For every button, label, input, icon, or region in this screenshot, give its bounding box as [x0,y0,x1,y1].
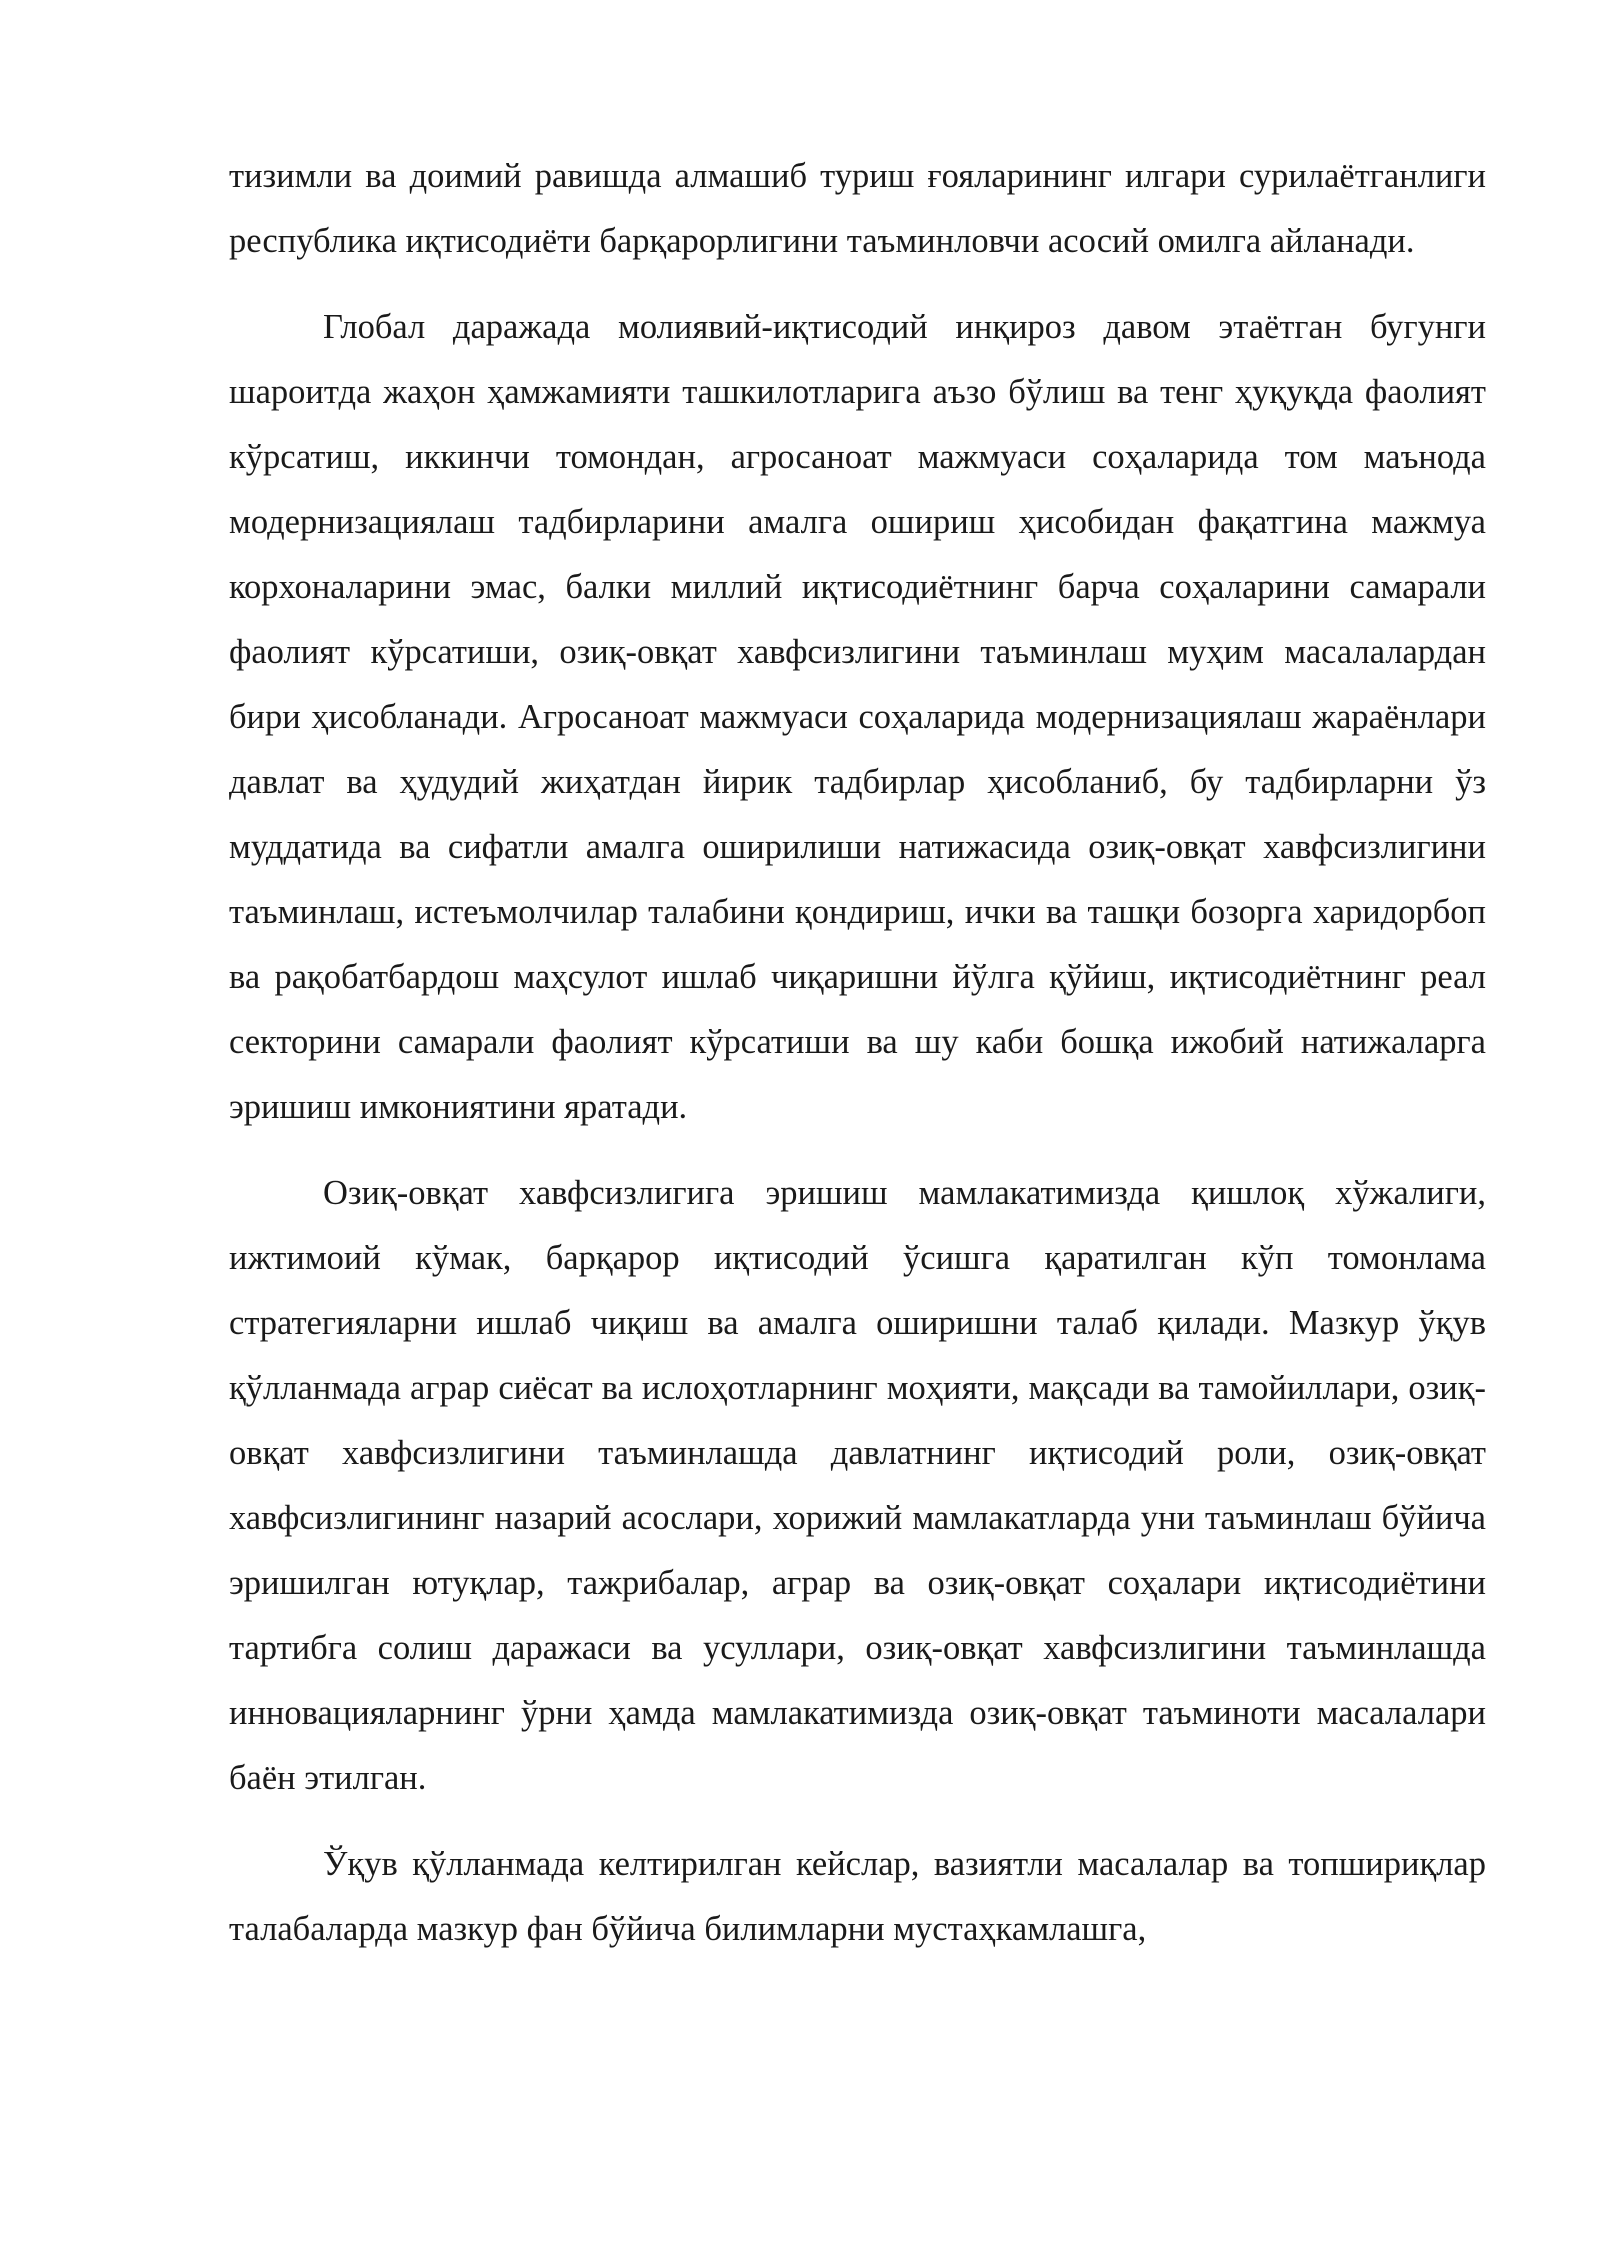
paragraph-global-crisis: Глобал даражада молиявий-иқтисодий инқироз давом этаётган бугунги шароитда жаҳон ҳамжамияти ташкилотларига аъзо бўлиш ва тенг ҳуқуқда фаолият кўрсатиш, иккинчи томондан, агросаноат мажмуаси соҳаларида том маънода модернизациялаш тадбирларини амалга ошириш ҳисобидан фақатгина мажмуа корхоналарини эмас, балки миллий иқтисодиётнинг барча соҳаларини самарали фаолият кўрсатиши, озиқ-овқат хавфсизлигини таъминлаш муҳим масалалардан бири ҳисобланади. Агросаноат мажмуаси соҳаларида модернизациялаш жараёнлари давлат ва ҳудудий жиҳатдан йирик тадбирлар ҳисобланиб, бу тадбирларни ўз муддатида ва сифатли амалга оширилиши натижасида озиқ-овқат хавфсизлигини таъминлаш, истеъмолчилар талабини қондириш, ички ва ташқи бозорга харидорбоп ва рақобатбардош маҳсулот ишлаб чиқаришни йўлга қўйиш, иқтисодиётнинг реал секторини самарали фаолият кўрсатиши ва шу каби бошқа ижобий натижаларга эришиш имкониятини яратади. [229,308,1486,1126]
paragraph-case-studies: Ўқув қўлланмада келтирилган кейслар, вазиятли масалалар ва топшириқлар талабаларда мазкур фан бўйича билимларни мустаҳкамлашга, [229,1845,1486,1948]
body-text [229,144,1486,1983]
paragraph-continuation: тизимли ва доимий равишда алмашиб туриш ғояларининг илгари сурилаётганлиги республика иқтисодиёти барқарорлигини таъминловчи асосий омилга айланади. [229,157,1486,260]
paragraph-food-security: Озиқ-овқат хавфсизлигига эришиш мамлакатимизда қишлоқ хўжалиги, ижтимоий кўмак, барқарор иқтисодий ўсишга қаратилган кўп томонлама стратегияларни ишлаб чиқиш ва амалга оширишни талаб қилади. Мазкур ўқув қўлланмада аграр сиёсат ва ислоҳотларнинг моҳияти, мақсади ва тамойиллари, озиқ-овқат хавфсизлигини таъминлашда давлатнинг иқтисодий роли, озиқ-овқат хавфсизлигининг назарий асослари, хорижий мамлакатларда уни таъминлаш бўйича эришилган ютуқлар, тажрибалар, аграр ва озиқ-овқат соҳалари иқтисодиётини тартибга солиш даражаси ва усуллари, озиқ-овқат хавфсизлигини таъминлашда инновацияларнинг ўрни ҳамда мамлакатимизда озиқ-овқат таъминоти масалалари баён этилган. [229,1174,1486,1797]
